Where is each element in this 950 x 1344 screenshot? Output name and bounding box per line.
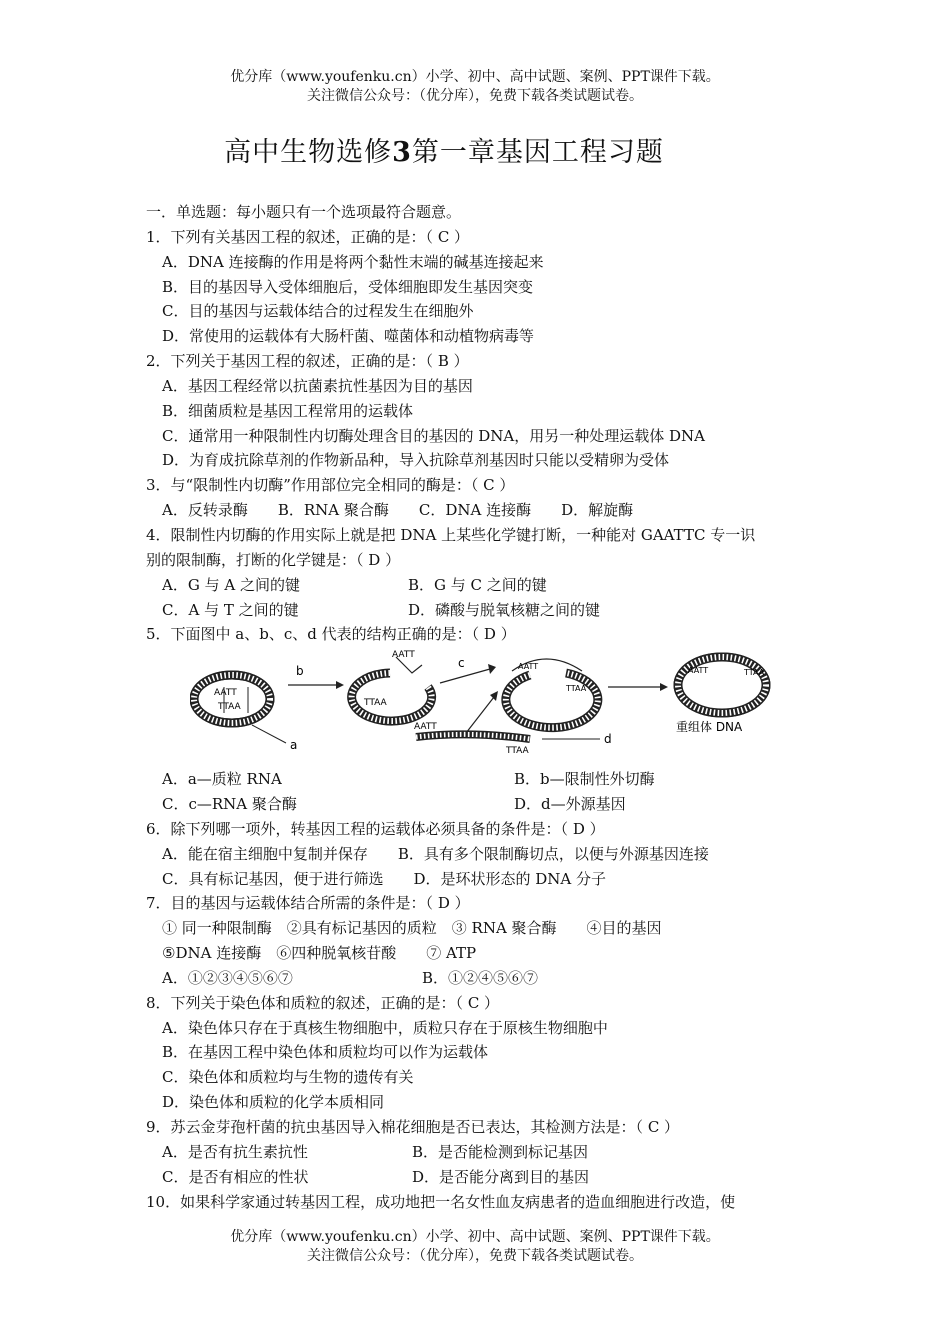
plasmid2-aatt-label: AATT (392, 650, 415, 661)
q6-options-cd: C．具有标记基因，便于进行筛选 D．是环状形态的 DNA 分子 (162, 869, 607, 888)
header-line-2: 关注微信公众号：（优分库），免费下载各类试题试卷。 (307, 88, 643, 104)
q2-option-c: C．通常用一种限制性内切酶处理含目的基因的 DNA，用另一种处理运载体 DNA (162, 426, 705, 445)
recomb-aatt-label: AATT (688, 666, 709, 676)
q9-stem: 9．苏云金芽孢杆菌的抗虫基因导入棉花细胞是否已表达，其检测方法是：（ C ） (146, 1118, 680, 1136)
page-header (0, 68, 950, 106)
q9-option-a: A．是否有抗生素抗性 (162, 1142, 308, 1161)
q4-stem-line-2: 别的限制酶，打断的化学键是：（ D ） (146, 550, 401, 569)
arrow-gene-insert-head (490, 691, 498, 701)
q4-option-d: D．磷酸与脱氧核糖之间的键 (408, 600, 601, 619)
page-title (0, 130, 888, 169)
gene-ttaa-label: TTAA (506, 746, 529, 757)
plasmid2-ttaa-label: TTAA (364, 698, 387, 709)
q8-option-c: C．染色体和质粒均与生物的遗传有关 (162, 1068, 414, 1087)
q2-option-d: D．为育成抗除草剂的作物新品种，导入抗除草剂基因时只能以受精卵为受体 (162, 451, 670, 470)
q4-stem-line-1: 4．限制性内切酶的作用实际上就是把 DNA 上某些化学键打断，一种能对 GAATTC 专一识 (146, 525, 756, 544)
q1-option-a: A．DNA 连接酶的作用是将两个黏性末端的碱基连接起来 (162, 252, 544, 271)
q7-items-line-1: ① 同一种限制酶 ②具有标记基因的质粒 ③ RNA 聚合酶 ④目的基因 (162, 919, 662, 938)
plasmid1-ttaa-label: TTAA (218, 702, 241, 713)
q1-option-c: C．目的基因与运载体结合的过程发生在细胞外 (162, 302, 474, 321)
arrow-final-head (660, 683, 668, 691)
recombinant-dna (674, 653, 770, 717)
recomb-ttaa-label: TTAA (744, 668, 765, 678)
q2-stem: 2．下列关于基因工程的叙述，正确的是：（ B ） (146, 352, 469, 371)
plasmid3-aatt-label: AATT (518, 662, 539, 672)
q3-options: A．反转录酶 B．RNA 聚合酶 C．DNA 连接酶 D．解旋酶 (162, 501, 634, 520)
q8-option-b: B．在基因工程中染色体和质粒均可以作为运载体 (162, 1043, 489, 1062)
q10-stem: 10．如果科学家通过转基因工程，成功地把一名女性血友病患者的造血细胞进行改造，使 (146, 1192, 736, 1211)
q7-stem: 7．目的基因与运载体结合所需的条件是：（ D ） (146, 894, 470, 913)
recombinant-dna-label: 重组体 DNA (676, 720, 743, 735)
q9-option-c: C．是否有相应的性状 (162, 1167, 309, 1186)
q6-stem: 6．除下列哪一项外，转基因工程的运载体必须具备的条件是：（ D ） (146, 819, 605, 838)
arrow-c (440, 669, 490, 683)
footer-line-1: 优分库（www.youfenku.cn）小学、初中、高中试题、案例、PPT课件下载。 (230, 1229, 720, 1245)
q7-option-b: B．①②④⑤⑥⑦ (422, 968, 539, 987)
q7-options (146, 966, 816, 991)
q1-option-b: B．目的基因导入受体细胞后，受体细胞即发生基因突变 (162, 277, 534, 296)
q2-option-b: B．细菌质粒是基因工程常用的运载体 (162, 401, 414, 420)
q8-stem: 8．下列关于染色体和质粒的叙述，正确的是：（ C ） (146, 993, 500, 1012)
footer-line-2: 关注微信公众号：（优分库），免费下载各类试题试卷。 (307, 1248, 643, 1264)
q4-options-row-2 (146, 598, 816, 623)
pointer-line-a (252, 725, 286, 743)
gene-aatt-label: AATT (414, 722, 437, 733)
q3-stem: 3．与“限制性内切酶”作用部位完全相同的酶是：（ C ） (146, 476, 515, 495)
plasmid-intact (190, 671, 274, 727)
q4-option-b: B．G 与 C 之间的键 (408, 575, 547, 594)
arrow-gene-insert (466, 697, 494, 733)
q5-option-a: A．a—质粒 RNA (162, 770, 282, 789)
q9-options-row-2 (146, 1165, 816, 1190)
label-a: a (290, 738, 298, 753)
q5-figure (146, 647, 816, 767)
plasmid-opened (352, 650, 432, 721)
q1-option-d: D．常使用的运载体有大肠杆菌、噬菌体和动植物病毒等 (162, 327, 535, 346)
recombinant-dna-diagram (190, 647, 790, 767)
arrow-c-head (488, 664, 496, 674)
q9-option-d: D．是否能分离到目的基因 (412, 1167, 590, 1186)
question-list (146, 200, 816, 1214)
q5-option-b: B．b—限制性外切酶 (514, 770, 655, 789)
q5-option-c: C．c—RNA 聚合酶 (162, 795, 297, 814)
q5-option-d: D．d—外源基因 (514, 795, 626, 814)
q9-option-b: B．是否能检测到标记基因 (412, 1142, 589, 1161)
title-number: 3 (392, 137, 412, 168)
title-pre: 高中生物选修 (224, 137, 393, 168)
q7-option-a: A．①②③④⑤⑥⑦ (162, 968, 293, 987)
q9-options-row-1 (146, 1140, 816, 1165)
page-footer (0, 1228, 950, 1266)
section-heading: 一．单选题：每小题只有一个选项最符合题意。 (146, 203, 462, 221)
q5-options-row-2 (146, 792, 816, 817)
arrow-b-head (336, 681, 344, 689)
q2-option-a: A．基因工程经常以抗菌素抗性基因为目的基因 (162, 376, 473, 395)
q4-option-c: C．A 与 T 之间的键 (162, 600, 299, 619)
label-d: d (604, 732, 612, 747)
q5-stem: 5．下面图中 a、b、c、d 代表的结构正确的是：（ D ） (146, 625, 516, 644)
label-b: b (296, 664, 304, 679)
plasmid1-aatt-label: AATT (214, 688, 237, 699)
plasmid-with-gene (506, 659, 598, 728)
header-line-1: 优分库（www.youfenku.cn）小学、初中、高中试题、案例、PPT课件下载。 (230, 69, 720, 85)
title-post: 第一章基因工程习题 (411, 137, 664, 168)
q8-option-d: D．染色体和质粒的化学本质相同 (162, 1093, 385, 1112)
q4-option-a: A．G 与 A 之间的键 (162, 575, 300, 594)
foreign-gene (414, 722, 530, 756)
q7-items-line-2: ⑤DNA 连接酶 ⑥四种脱氧核苷酸 ⑦ ATP (162, 944, 477, 963)
q5-options-row-1 (146, 767, 816, 792)
plasmid3-ttaa-label: TTAA (566, 684, 587, 694)
q6-options-ab: A．能在宿主细胞中复制并保存 B．具有多个限制酶切点，以便与外源基因连接 (162, 844, 709, 863)
label-c: c (458, 656, 465, 671)
q4-options-row-1 (146, 573, 816, 598)
q1-stem: 1．下列有关基因工程的叙述，正确的是：（ C ） (146, 227, 470, 246)
q8-option-a: A．染色体只存在于真核生物细胞中，质粒只存在于原核生物细胞中 (162, 1018, 608, 1037)
